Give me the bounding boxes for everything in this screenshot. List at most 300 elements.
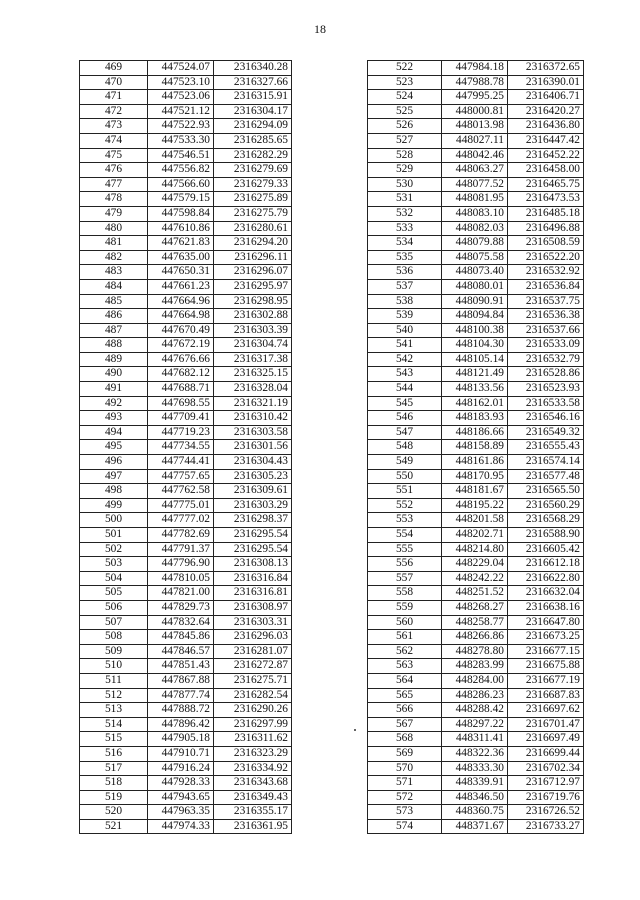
x-coordinate-cell: 447650.31 <box>148 265 214 280</box>
x-coordinate-cell: 448063.27 <box>442 163 508 178</box>
point-number-cell: 536 <box>368 265 442 280</box>
point-number-cell: 574 <box>368 819 442 834</box>
table-row <box>80 236 292 251</box>
x-coordinate-cell: 447635.00 <box>148 250 214 265</box>
y-coordinate-cell: 2316294.20 <box>214 236 292 251</box>
table-row <box>368 513 584 528</box>
y-coordinate-cell: 2316632.04 <box>508 586 584 601</box>
x-coordinate-cell: 448094.84 <box>442 309 508 324</box>
point-number-cell: 528 <box>368 148 442 163</box>
point-number-cell: 567 <box>368 717 442 732</box>
x-coordinate-cell: 448000.81 <box>442 104 508 119</box>
y-coordinate-cell: 2316290.26 <box>214 703 292 718</box>
y-coordinate-cell: 2316532.79 <box>508 352 584 367</box>
x-coordinate-cell: 447533.30 <box>148 133 214 148</box>
point-number-cell: 522 <box>368 61 442 76</box>
x-coordinate-cell: 447877.74 <box>148 688 214 703</box>
table-row <box>80 279 292 294</box>
y-coordinate-cell: 2316420.27 <box>508 104 584 119</box>
y-coordinate-cell: 2316458.00 <box>508 163 584 178</box>
y-coordinate-cell: 2316317.38 <box>214 352 292 367</box>
point-number-cell: 517 <box>80 761 148 776</box>
table-row <box>80 761 292 776</box>
y-coordinate-cell: 2316304.17 <box>214 104 292 119</box>
table-row <box>368 250 584 265</box>
point-number-cell: 484 <box>80 279 148 294</box>
x-coordinate-cell: 447845.86 <box>148 630 214 645</box>
point-number-cell: 483 <box>80 265 148 280</box>
x-coordinate-cell: 448090.91 <box>442 294 508 309</box>
point-number-cell: 496 <box>80 455 148 470</box>
coordinate-table-right <box>367 60 584 834</box>
point-number-cell: 501 <box>80 528 148 543</box>
y-coordinate-cell: 2316675.88 <box>508 659 584 674</box>
y-coordinate-cell: 2316697.62 <box>508 703 584 718</box>
table-row <box>368 717 584 732</box>
table-row <box>368 206 584 221</box>
point-number-cell: 548 <box>368 440 442 455</box>
x-coordinate-cell: 447851.43 <box>148 659 214 674</box>
x-coordinate-cell: 447661.23 <box>148 279 214 294</box>
x-coordinate-cell: 448346.50 <box>442 790 508 805</box>
y-coordinate-cell: 2316343.68 <box>214 776 292 791</box>
table-row <box>368 177 584 192</box>
point-number-cell: 509 <box>80 644 148 659</box>
y-coordinate-cell: 2316673.25 <box>508 630 584 645</box>
x-coordinate-cell: 447777.02 <box>148 513 214 528</box>
table-row <box>368 790 584 805</box>
table-row <box>80 542 292 557</box>
x-coordinate-cell: 447676.66 <box>148 352 214 367</box>
point-number-cell: 494 <box>80 425 148 440</box>
point-number-cell: 568 <box>368 732 442 747</box>
x-coordinate-cell: 448268.27 <box>442 600 508 615</box>
x-coordinate-cell: 447521.12 <box>148 104 214 119</box>
y-coordinate-cell: 2316605.42 <box>508 542 584 557</box>
point-number-cell: 523 <box>368 75 442 90</box>
y-coordinate-cell: 2316712.97 <box>508 776 584 791</box>
x-coordinate-cell: 448266.86 <box>442 630 508 645</box>
point-number-cell: 503 <box>80 557 148 572</box>
point-number-cell: 499 <box>80 498 148 513</box>
table-row <box>80 338 292 353</box>
table-row <box>368 819 584 834</box>
y-coordinate-cell: 2316316.84 <box>214 571 292 586</box>
table-row <box>80 352 292 367</box>
table-row <box>368 659 584 674</box>
table-row <box>80 703 292 718</box>
x-coordinate-cell: 447896.42 <box>148 717 214 732</box>
table-row <box>368 571 584 586</box>
point-number-cell: 491 <box>80 382 148 397</box>
x-coordinate-cell: 447688.71 <box>148 382 214 397</box>
y-coordinate-cell: 2316372.65 <box>508 61 584 76</box>
table-row <box>80 615 292 630</box>
point-number-cell: 473 <box>80 119 148 134</box>
y-coordinate-cell: 2316282.29 <box>214 148 292 163</box>
table-row <box>368 688 584 703</box>
point-number-cell: 534 <box>368 236 442 251</box>
point-number-cell: 533 <box>368 221 442 236</box>
x-coordinate-cell: 448311.41 <box>442 732 508 747</box>
point-number-cell: 547 <box>368 425 442 440</box>
table-row <box>80 805 292 820</box>
x-coordinate-cell: 448170.95 <box>442 469 508 484</box>
table-row <box>80 382 292 397</box>
y-coordinate-cell: 2316349.43 <box>214 790 292 805</box>
y-coordinate-cell: 2316325.15 <box>214 367 292 382</box>
table-row <box>368 542 584 557</box>
point-number-cell: 469 <box>80 61 148 76</box>
y-coordinate-cell: 2316275.79 <box>214 206 292 221</box>
table-row <box>368 644 584 659</box>
table-row <box>80 148 292 163</box>
point-number-cell: 540 <box>368 323 442 338</box>
table-row <box>368 61 584 76</box>
y-coordinate-cell: 2316304.43 <box>214 455 292 470</box>
y-coordinate-cell: 2316677.15 <box>508 644 584 659</box>
table-row <box>368 498 584 513</box>
table-row <box>368 221 584 236</box>
table-row <box>368 236 584 251</box>
table-row <box>368 440 584 455</box>
point-number-cell: 537 <box>368 279 442 294</box>
y-coordinate-cell: 2316533.09 <box>508 338 584 353</box>
y-coordinate-cell: 2316473.53 <box>508 192 584 207</box>
table-row <box>80 163 292 178</box>
coordinate-table-left <box>79 60 292 834</box>
y-coordinate-cell: 2316687.83 <box>508 688 584 703</box>
x-coordinate-cell: 448162.01 <box>442 396 508 411</box>
y-coordinate-cell: 2316533.58 <box>508 396 584 411</box>
point-number-cell: 506 <box>80 600 148 615</box>
point-number-cell: 498 <box>80 484 148 499</box>
point-number-cell: 530 <box>368 177 442 192</box>
point-number-cell: 572 <box>368 790 442 805</box>
point-number-cell: 514 <box>80 717 148 732</box>
page-number: 18 <box>314 22 326 36</box>
y-coordinate-cell: 2316272.87 <box>214 659 292 674</box>
point-number-cell: 512 <box>80 688 148 703</box>
table-row <box>80 644 292 659</box>
x-coordinate-cell: 448133.56 <box>442 382 508 397</box>
y-coordinate-cell: 2316523.93 <box>508 382 584 397</box>
x-coordinate-cell: 448201.58 <box>442 513 508 528</box>
table-row <box>80 557 292 572</box>
x-coordinate-cell: 448073.40 <box>442 265 508 280</box>
x-coordinate-cell: 448082.03 <box>442 221 508 236</box>
table-row <box>80 776 292 791</box>
x-coordinate-cell: 448075.58 <box>442 250 508 265</box>
x-coordinate-cell: 448297.22 <box>442 717 508 732</box>
point-number-cell: 515 <box>80 732 148 747</box>
y-coordinate-cell: 2316297.99 <box>214 717 292 732</box>
x-coordinate-cell: 448161.86 <box>442 455 508 470</box>
table-row <box>368 309 584 324</box>
point-number-cell: 511 <box>80 673 148 688</box>
point-number-cell: 524 <box>368 90 442 105</box>
y-coordinate-cell: 2316536.38 <box>508 309 584 324</box>
table-row <box>80 732 292 747</box>
y-coordinate-cell: 2316304.74 <box>214 338 292 353</box>
point-number-cell: 535 <box>368 250 442 265</box>
table-row <box>80 221 292 236</box>
x-coordinate-cell: 448042.46 <box>442 148 508 163</box>
point-number-cell: 544 <box>368 382 442 397</box>
x-coordinate-cell: 448080.01 <box>442 279 508 294</box>
point-number-cell: 543 <box>368 367 442 382</box>
point-number-cell: 550 <box>368 469 442 484</box>
y-coordinate-cell: 2316733.27 <box>508 819 584 834</box>
table-row <box>368 367 584 382</box>
table-row <box>368 90 584 105</box>
x-coordinate-cell: 448258.77 <box>442 615 508 630</box>
point-number-cell: 497 <box>80 469 148 484</box>
table-row <box>368 119 584 134</box>
point-number-cell: 475 <box>80 148 148 163</box>
x-coordinate-cell: 447832.64 <box>148 615 214 630</box>
y-coordinate-cell: 2316508.59 <box>508 236 584 251</box>
point-number-cell: 569 <box>368 746 442 761</box>
table-row <box>80 90 292 105</box>
point-number-cell: 508 <box>80 630 148 645</box>
table-row <box>80 571 292 586</box>
point-number-cell: 525 <box>368 104 442 119</box>
x-coordinate-cell: 448251.52 <box>442 586 508 601</box>
y-coordinate-cell: 2316452.22 <box>508 148 584 163</box>
y-coordinate-cell: 2316699.44 <box>508 746 584 761</box>
y-coordinate-cell: 2316315.91 <box>214 90 292 105</box>
x-coordinate-cell: 447984.18 <box>442 61 508 76</box>
point-number-cell: 519 <box>80 790 148 805</box>
x-coordinate-cell: 447829.73 <box>148 600 214 615</box>
point-number-cell: 526 <box>368 119 442 134</box>
x-coordinate-cell: 447791.37 <box>148 542 214 557</box>
point-number-cell: 573 <box>368 805 442 820</box>
y-coordinate-cell: 2316334.92 <box>214 761 292 776</box>
table-row <box>80 790 292 805</box>
table-row <box>368 294 584 309</box>
point-number-cell: 485 <box>80 294 148 309</box>
x-coordinate-cell: 448360.75 <box>442 805 508 820</box>
point-number-cell: 527 <box>368 133 442 148</box>
x-coordinate-cell: 447621.83 <box>148 236 214 251</box>
point-number-cell: 538 <box>368 294 442 309</box>
table-row <box>368 425 584 440</box>
table-row <box>80 425 292 440</box>
y-coordinate-cell: 2316390.01 <box>508 75 584 90</box>
y-coordinate-cell: 2316537.75 <box>508 294 584 309</box>
y-coordinate-cell: 2316295.97 <box>214 279 292 294</box>
table-row <box>368 557 584 572</box>
x-coordinate-cell: 447523.10 <box>148 75 214 90</box>
point-number-cell: 562 <box>368 644 442 659</box>
x-coordinate-cell: 448202.71 <box>442 528 508 543</box>
x-coordinate-cell: 447963.35 <box>148 805 214 820</box>
y-coordinate-cell: 2316537.66 <box>508 323 584 338</box>
y-coordinate-cell: 2316295.54 <box>214 528 292 543</box>
y-coordinate-cell: 2316308.13 <box>214 557 292 572</box>
x-coordinate-cell: 447698.55 <box>148 396 214 411</box>
table-row <box>368 75 584 90</box>
y-coordinate-cell: 2316280.61 <box>214 221 292 236</box>
point-number-cell: 510 <box>80 659 148 674</box>
table-row <box>80 177 292 192</box>
table-row <box>80 250 292 265</box>
x-coordinate-cell: 448186.66 <box>442 425 508 440</box>
x-coordinate-cell: 447672.19 <box>148 338 214 353</box>
table-row <box>80 75 292 90</box>
y-coordinate-cell: 2316638.16 <box>508 600 584 615</box>
table-row <box>368 104 584 119</box>
table-row <box>80 586 292 601</box>
point-number-cell: 541 <box>368 338 442 353</box>
y-coordinate-cell: 2316555.43 <box>508 440 584 455</box>
x-coordinate-cell: 448105.14 <box>442 352 508 367</box>
point-number-cell: 554 <box>368 528 442 543</box>
x-coordinate-cell: 448077.52 <box>442 177 508 192</box>
point-number-cell: 479 <box>80 206 148 221</box>
x-coordinate-cell: 448322.36 <box>442 746 508 761</box>
x-coordinate-cell: 447888.72 <box>148 703 214 718</box>
table-row <box>80 819 292 834</box>
point-number-cell: 488 <box>80 338 148 353</box>
y-coordinate-cell: 2316522.20 <box>508 250 584 265</box>
y-coordinate-cell: 2316303.58 <box>214 425 292 440</box>
table-row <box>368 600 584 615</box>
x-coordinate-cell: 448081.95 <box>442 192 508 207</box>
table-row <box>368 265 584 280</box>
y-coordinate-cell: 2316303.29 <box>214 498 292 513</box>
table-row <box>368 761 584 776</box>
table-row <box>368 673 584 688</box>
y-coordinate-cell: 2316296.07 <box>214 265 292 280</box>
point-number-cell: 521 <box>80 819 148 834</box>
x-coordinate-cell: 448158.89 <box>442 440 508 455</box>
y-coordinate-cell: 2316565.50 <box>508 484 584 499</box>
x-coordinate-cell: 447682.12 <box>148 367 214 382</box>
x-coordinate-cell: 448104.30 <box>442 338 508 353</box>
y-coordinate-cell: 2316340.28 <box>214 61 292 76</box>
table-row <box>368 746 584 761</box>
y-coordinate-cell: 2316496.88 <box>508 221 584 236</box>
y-coordinate-cell: 2316285.65 <box>214 133 292 148</box>
table-row <box>80 440 292 455</box>
point-number-cell: 529 <box>368 163 442 178</box>
stray-dot <box>354 729 356 731</box>
table-row <box>80 396 292 411</box>
x-coordinate-cell: 447522.93 <box>148 119 214 134</box>
x-coordinate-cell: 447757.65 <box>148 469 214 484</box>
x-coordinate-cell: 448371.67 <box>442 819 508 834</box>
x-coordinate-cell: 448278.80 <box>442 644 508 659</box>
y-coordinate-cell: 2316577.48 <box>508 469 584 484</box>
point-number-cell: 532 <box>368 206 442 221</box>
x-coordinate-cell: 447782.69 <box>148 528 214 543</box>
x-coordinate-cell: 447670.49 <box>148 323 214 338</box>
table-row <box>80 688 292 703</box>
point-number-cell: 557 <box>368 571 442 586</box>
point-number-cell: 471 <box>80 90 148 105</box>
table-row <box>368 352 584 367</box>
y-coordinate-cell: 2316560.29 <box>508 498 584 513</box>
x-coordinate-cell: 447762.58 <box>148 484 214 499</box>
point-number-cell: 570 <box>368 761 442 776</box>
x-coordinate-cell: 447664.98 <box>148 309 214 324</box>
point-number-cell: 571 <box>368 776 442 791</box>
point-number-cell: 507 <box>80 615 148 630</box>
table-row <box>368 338 584 353</box>
point-number-cell: 490 <box>80 367 148 382</box>
x-coordinate-cell: 447744.41 <box>148 455 214 470</box>
point-number-cell: 505 <box>80 586 148 601</box>
y-coordinate-cell: 2316311.62 <box>214 732 292 747</box>
x-coordinate-cell: 448333.30 <box>442 761 508 776</box>
table-row <box>368 148 584 163</box>
y-coordinate-cell: 2316447.42 <box>508 133 584 148</box>
y-coordinate-cell: 2316298.37 <box>214 513 292 528</box>
y-coordinate-cell: 2316622.80 <box>508 571 584 586</box>
x-coordinate-cell: 447598.84 <box>148 206 214 221</box>
y-coordinate-cell: 2316305.23 <box>214 469 292 484</box>
x-coordinate-cell: 448027.11 <box>442 133 508 148</box>
x-coordinate-cell: 447943.65 <box>148 790 214 805</box>
table-row <box>80 600 292 615</box>
table-row <box>368 703 584 718</box>
y-coordinate-cell: 2316406.71 <box>508 90 584 105</box>
table-row <box>80 367 292 382</box>
x-coordinate-cell: 448013.98 <box>442 119 508 134</box>
table-row <box>80 323 292 338</box>
y-coordinate-cell: 2316316.81 <box>214 586 292 601</box>
point-number-cell: 545 <box>368 396 442 411</box>
table-row <box>80 411 292 426</box>
point-number-cell: 516 <box>80 746 148 761</box>
y-coordinate-cell: 2316310.42 <box>214 411 292 426</box>
x-coordinate-cell: 448183.93 <box>442 411 508 426</box>
table-row <box>368 776 584 791</box>
x-coordinate-cell: 447988.78 <box>442 75 508 90</box>
y-coordinate-cell: 2316702.34 <box>508 761 584 776</box>
x-coordinate-cell: 448100.38 <box>442 323 508 338</box>
table-row <box>80 746 292 761</box>
y-coordinate-cell: 2316549.32 <box>508 425 584 440</box>
table-row <box>368 805 584 820</box>
table-row <box>80 192 292 207</box>
point-number-cell: 513 <box>80 703 148 718</box>
y-coordinate-cell: 2316328.04 <box>214 382 292 397</box>
point-number-cell: 518 <box>80 776 148 791</box>
y-coordinate-cell: 2316296.03 <box>214 630 292 645</box>
y-coordinate-cell: 2316301.56 <box>214 440 292 455</box>
point-number-cell: 489 <box>80 352 148 367</box>
y-coordinate-cell: 2316361.95 <box>214 819 292 834</box>
point-number-cell: 478 <box>80 192 148 207</box>
table-row <box>368 396 584 411</box>
point-number-cell: 480 <box>80 221 148 236</box>
x-coordinate-cell: 447546.51 <box>148 148 214 163</box>
y-coordinate-cell: 2316701.47 <box>508 717 584 732</box>
table-row <box>80 673 292 688</box>
point-number-cell: 563 <box>368 659 442 674</box>
table-row <box>80 119 292 134</box>
x-coordinate-cell: 447523.06 <box>148 90 214 105</box>
y-coordinate-cell: 2316298.95 <box>214 294 292 309</box>
x-coordinate-cell: 447610.86 <box>148 221 214 236</box>
point-number-cell: 546 <box>368 411 442 426</box>
point-number-cell: 487 <box>80 323 148 338</box>
x-coordinate-cell: 448283.99 <box>442 659 508 674</box>
